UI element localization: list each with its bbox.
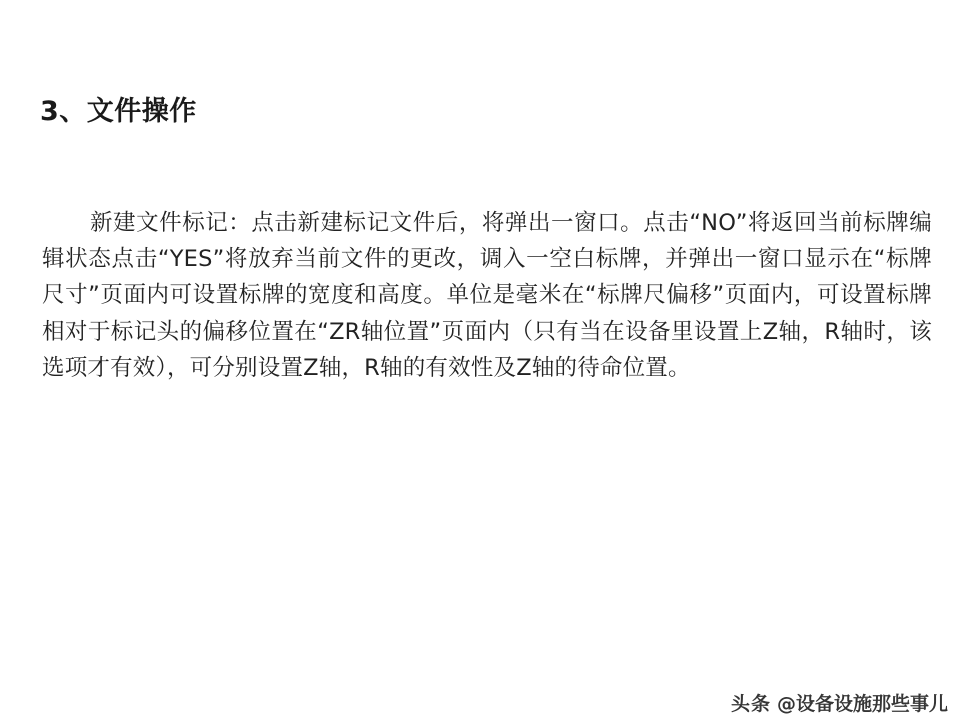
slide-body-paragraph: 新建文件标记：点击新建标记文件后，将弹出一窗口。点击“NO”将返回当前标牌编辑状态点击“YES”将放弃当前文件的更改，调入一空白标牌，并弹出一窗口显示在“标牌尺寸”页面内可设置标牌的宽度和高度。单位是毫米在“标牌尺偏移”页面内，可设置标牌相对于标记头的偏移位置在“ZR轴位置”页面内（只有当在设备里设置上Z轴，R轴时，该选项才有效），可分别设置Z轴，R轴的有效性及Z轴的待命位置。 bbox=[42, 209, 932, 382]
watermark-handle: @设备设施那些事儿 bbox=[776, 693, 948, 715]
toutiao-logo: 头条 bbox=[730, 693, 771, 715]
page-title: 3、文件操作 bbox=[40, 96, 197, 128]
watermark bbox=[731, 689, 948, 716]
